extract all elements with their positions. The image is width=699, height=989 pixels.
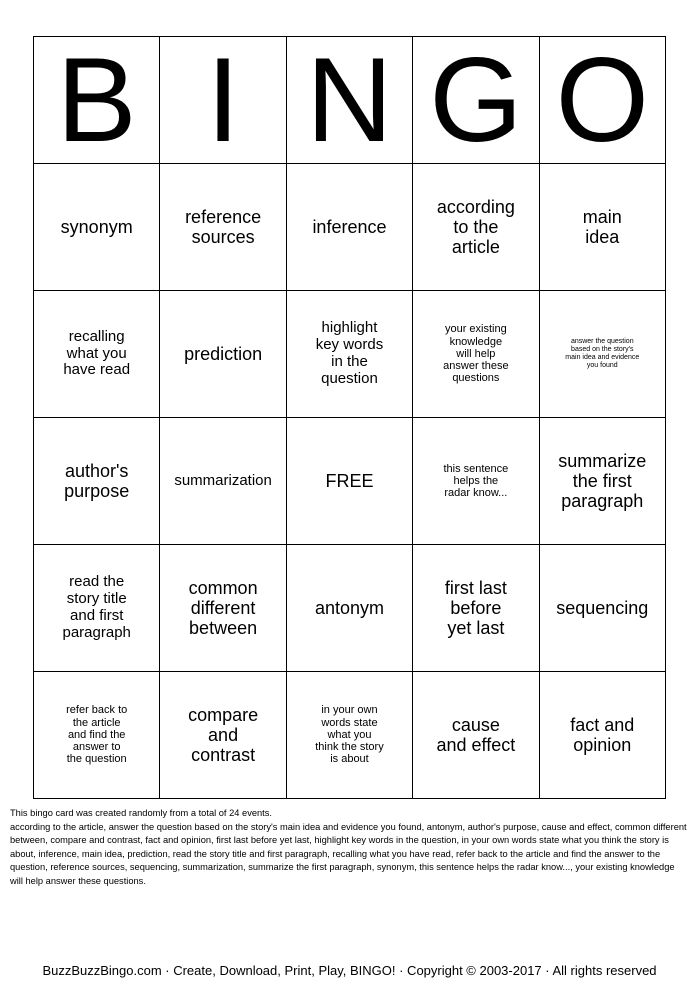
- bingo-cell-text: according to the article: [436, 196, 515, 258]
- bingo-cell-text: read the story title and first paragraph: [62, 573, 131, 641]
- footer-credits: BuzzBuzzBingo.com · Create, Download, Print, Play, BINGO! · Copyright © 2003-2017 · All rights reserved: [42, 963, 657, 978]
- bingo-row: [34, 291, 666, 418]
- bingo-cell: [286, 545, 412, 672]
- bingo-cell-text: recalling what you have read: [63, 327, 131, 379]
- card-info: [10, 807, 690, 888]
- bingo-cell: [539, 418, 665, 545]
- bingo-cell: [539, 164, 665, 291]
- bingo-cell: [413, 418, 539, 545]
- bingo-row: [34, 418, 666, 545]
- bingo-cell: [413, 164, 539, 291]
- bingo-cell: [286, 672, 412, 799]
- card-info-events: according to the article, answer the question based on the story's main idea and evidence you found, antonym, author's purpose, cause and effect, common different between, compare and contrast, fact and opinion, first last before yet last, highlight key words in the question, in your own words state what you think the story is about, inference, main idea, prediction, read the story title and first paragraph, recalling what you have read, refer back to the article and find the answer to the question, reference sources, sequencing, summarization, summarize the first paragraph, synonym, this sentence helps the radar know..., your existing knowledge will help answer these questions.: [10, 821, 687, 886]
- bingo-cell: [34, 164, 160, 291]
- bingo-cell: [286, 291, 412, 418]
- bingo-cell-text: summarization: [174, 471, 272, 489]
- bingo-cell-text: refer back to the article and find the answer to the question: [66, 704, 128, 766]
- bingo-cell: [539, 672, 665, 799]
- bingo-cell-text: first last before yet last: [444, 577, 507, 639]
- bingo-cell-text: summarize the first paragraph: [558, 450, 647, 512]
- bingo-cell: [539, 291, 665, 418]
- header-letter-g: G: [413, 37, 539, 164]
- bingo-row: [34, 164, 666, 291]
- bingo-row: [34, 545, 666, 672]
- bingo-cell-text: this sentence helps the radar know...: [443, 462, 509, 500]
- bingo-cell-text: main idea: [582, 206, 622, 247]
- bingo-cell: [286, 164, 412, 291]
- bingo-cell-text: synonym: [60, 216, 133, 237]
- bingo-cell-text: fact and opinion: [570, 714, 635, 755]
- bingo-row: [34, 672, 666, 799]
- bingo-cell: [286, 418, 412, 545]
- bingo-cell-text: cause and effect: [436, 714, 516, 755]
- card-info-summary: This bingo card was created randomly from a total of 24 events.: [10, 808, 272, 818]
- header-row: [34, 37, 666, 164]
- bingo-cell-text: reference sources: [185, 206, 262, 247]
- bingo-cell-text: compare and contrast: [188, 704, 259, 766]
- bingo-cell: [34, 291, 160, 418]
- bingo-cell: [539, 545, 665, 672]
- bingo-cell-text: prediction: [184, 343, 263, 364]
- bingo-cell: [160, 291, 286, 418]
- bingo-cell-text: in your own words state what you think the story is about: [315, 704, 384, 766]
- header-letter-b: B: [34, 37, 160, 164]
- bingo-cell-text: sequencing: [556, 597, 649, 618]
- bingo-cell-text: author's purpose: [64, 460, 130, 501]
- bingo-cell: [413, 291, 539, 418]
- bingo-cell: [160, 418, 286, 545]
- header-letter-i: I: [160, 37, 286, 164]
- bingo-cell-text: highlight key words in the question: [315, 319, 384, 387]
- bingo-cell-text: common different between: [188, 577, 258, 639]
- bingo-card: [33, 36, 666, 799]
- bingo-grid: [34, 164, 666, 799]
- bingo-cell-text: your existing knowledge will help answer these questions: [443, 323, 509, 385]
- bingo-cell: [160, 545, 286, 672]
- bingo-cell: [413, 545, 539, 672]
- bingo-cell: [34, 418, 160, 545]
- bingo-cell: [413, 672, 539, 799]
- bingo-cell-text: antonym: [314, 597, 384, 618]
- header-letter-n: N: [286, 37, 412, 164]
- bingo-cell: [160, 164, 286, 291]
- bingo-cell: [160, 672, 286, 799]
- bingo-cell-text: answer the question based on the story's main idea and evidence you found: [565, 338, 640, 369]
- header-letter-o: O: [539, 37, 665, 164]
- bingo-cell: [34, 545, 160, 672]
- bingo-cell-text: FREE: [325, 470, 374, 491]
- bingo-cell: [34, 672, 160, 799]
- bingo-cell-text: inference: [312, 216, 387, 237]
